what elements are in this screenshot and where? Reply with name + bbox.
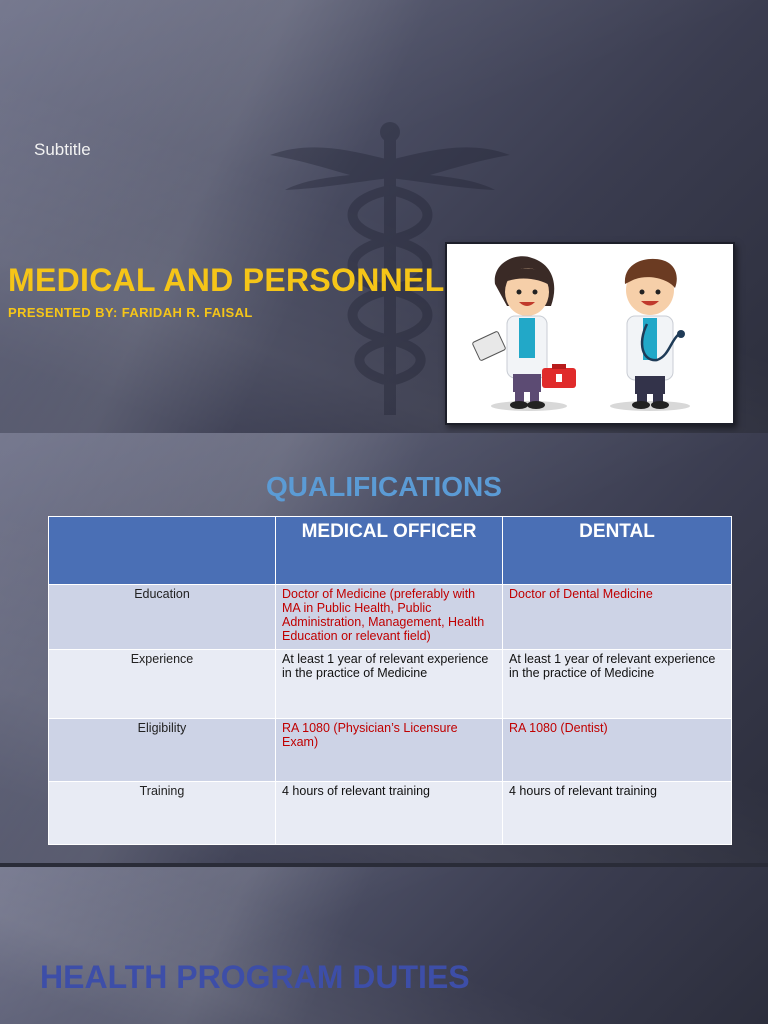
qualifications-slide (0, 433, 768, 863)
table-row (49, 719, 732, 782)
row-label: Training (49, 782, 276, 845)
title-slide (0, 0, 768, 433)
table-header-row (49, 517, 732, 585)
qualifications-table (48, 516, 732, 845)
table-row (49, 585, 732, 650)
presenter-line: PRESENTED BY: FARIDAH R. FAISAL (8, 305, 253, 320)
row-label: Education (49, 585, 276, 650)
row-label: Eligibility (49, 719, 276, 782)
dental-cell: Doctor of Dental Medicine (503, 585, 732, 650)
table-row (49, 782, 732, 845)
qualifications-title: QUALIFICATIONS (266, 471, 502, 502)
presentation-title: MEDICAL AND PERSONNEL (8, 262, 445, 298)
health-program-slide (0, 867, 768, 1024)
medical-cell: RA 1080 (Physician’s Licensure Exam) (276, 719, 503, 782)
doctors-illustration (445, 242, 735, 425)
health-program-title: HEALTH PROGRAM DUTIES (40, 959, 470, 995)
dental-cell: At least 1 year of relevant experience in the practice of Medicine (503, 650, 732, 719)
medical-cell: At least 1 year of relevant experience in the practice of Medicine (276, 650, 503, 719)
medical-cell: Doctor of Medicine (preferably with MA in Public Health, Public Administration, Management, Health Education or relevant field) (276, 585, 503, 650)
header-blank (49, 517, 276, 585)
doctors-cartoon-icon (447, 244, 733, 423)
subtitle: Subtitle (34, 140, 91, 159)
header-medical-officer: MEDICAL OFFICER (276, 517, 503, 585)
table-row (49, 650, 732, 719)
dental-cell: RA 1080 (Dentist) (503, 719, 732, 782)
header-dental: DENTAL (503, 517, 732, 585)
dental-cell: 4 hours of relevant training (503, 782, 732, 845)
row-label: Experience (49, 650, 276, 719)
medical-cell: 4 hours of relevant training (276, 782, 503, 845)
